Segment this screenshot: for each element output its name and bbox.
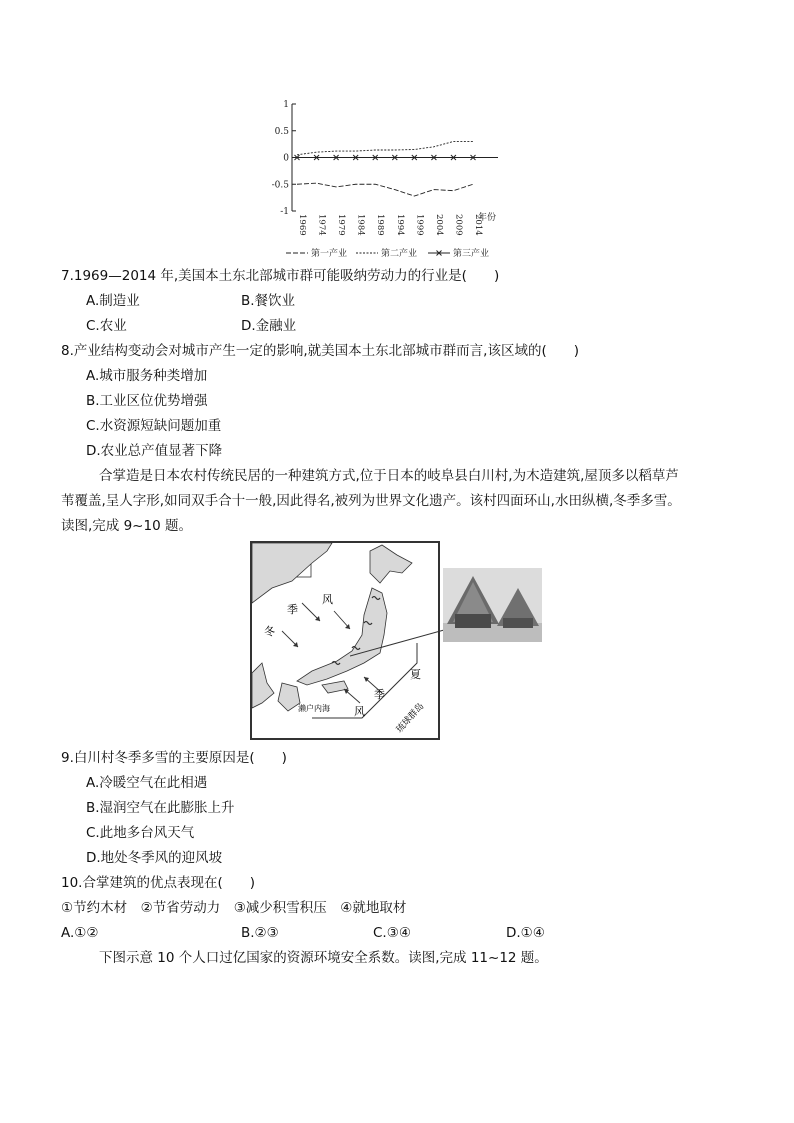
q9-stem: 9.白川村冬季多雪的主要原因是( ) bbox=[61, 750, 287, 766]
legend-label-1: 第一产业 bbox=[311, 249, 348, 259]
series-line-2 bbox=[297, 141, 473, 154]
q9-option-a[interactable]: A.冷暖空气在此相遇 bbox=[86, 775, 208, 791]
x-axis bbox=[292, 158, 498, 236]
label-winter-1: 冬 bbox=[264, 625, 275, 638]
q9-option-b[interactable]: B.湿润空气在此膨胀上升 bbox=[86, 800, 235, 816]
x-tick-label: 2014 bbox=[473, 214, 483, 236]
x-tick-label: 1984 bbox=[355, 214, 366, 236]
q10-option-a[interactable]: A.①② bbox=[61, 925, 99, 941]
chart-legend bbox=[286, 247, 489, 259]
q7-option-c[interactable]: C.农业 bbox=[86, 318, 127, 334]
x-tick-label: 1979 bbox=[336, 214, 347, 236]
label-ryukyu-islands: 琉球群岛 bbox=[394, 701, 427, 736]
x-tick-label: 1969 bbox=[297, 214, 307, 236]
q7-option-d[interactable]: D.金融业 bbox=[241, 318, 297, 334]
q8-option-c[interactable]: C.水资源短缺问题加重 bbox=[86, 418, 222, 434]
passage-line-1: 合掌造是日本农村传统民居的一种建筑方式,位于日本的岐阜县白川村,为木造建筑,屋顶多以稻草芦 bbox=[99, 468, 679, 484]
q8-stem: 8.产业结构变动会对城市产生一定的影响,就美国本土东北部城市群而言,该区域的( ) bbox=[61, 343, 579, 359]
x-tick-label: 1989 bbox=[375, 214, 386, 236]
q10-option-b[interactable]: B.②③ bbox=[241, 925, 279, 941]
q10-items: ①节约木材 ②节省劳动力 ③减少积雪积压 ④就地取材 bbox=[61, 900, 407, 916]
gassho-house-photo bbox=[443, 568, 542, 642]
passage-line-2: 苇覆盖,呈人字形,如同双手合十一般,因此得名,被列为世界文化遗产。该村四面环山,水田纵横,冬季多雪。 bbox=[61, 493, 681, 509]
label-winter-3: 风 bbox=[322, 593, 333, 606]
y-tick-label: 1 bbox=[283, 100, 289, 110]
legend-label-3: 第三产业 bbox=[453, 249, 490, 259]
q9-option-d[interactable]: D.地处冬季风的迎风坡 bbox=[86, 850, 223, 866]
q9-option-c[interactable]: C.此地多台风天气 bbox=[86, 825, 195, 841]
label-summer-3: 风 bbox=[354, 705, 365, 718]
x-tick-label: 2004 bbox=[433, 214, 444, 236]
legend-label-2: 第二产业 bbox=[381, 249, 418, 259]
q8-option-b[interactable]: B.工业区位优势增强 bbox=[86, 393, 208, 409]
q7-option-a[interactable]: A.制造业 bbox=[86, 293, 140, 309]
q7-option-b[interactable]: B.餐饮业 bbox=[241, 293, 296, 309]
y-tick-label: -1 bbox=[280, 207, 289, 217]
q8-option-a[interactable]: A.城市服务种类增加 bbox=[86, 368, 208, 384]
q7-stem: 7.1969—2014 年,美国本土东北部城市群可能吸纳劳动力的行业是( ) bbox=[61, 268, 500, 284]
passage-line-3: 读图,完成 9~10 题。 bbox=[61, 518, 192, 534]
q10-option-d[interactable]: D.①④ bbox=[506, 925, 545, 941]
label-inland-sea: 濑户内海 bbox=[298, 704, 330, 713]
y-tick-label: 0 bbox=[283, 153, 289, 164]
y-tick-label: -0.5 bbox=[271, 180, 289, 191]
x-axis-label: 年份 bbox=[478, 213, 497, 223]
x-tick-label: 1994 bbox=[394, 214, 405, 236]
map-photo-connector bbox=[350, 620, 450, 660]
industry-change-line-chart bbox=[270, 96, 510, 264]
q10-stem: 10.合掌建筑的优点表现在( ) bbox=[61, 875, 256, 891]
label-winter-2: 季 bbox=[287, 603, 298, 616]
label-summer-2: 季 bbox=[374, 688, 385, 701]
q10-option-c[interactable]: C.③④ bbox=[373, 925, 411, 941]
y-tick-label: 0.5 bbox=[274, 126, 289, 137]
chart-series bbox=[295, 141, 476, 196]
x-tick-label: 1999 bbox=[414, 214, 425, 236]
q8-option-d[interactable]: D.农业总产值显著下降 bbox=[86, 443, 223, 459]
x-tick-label: 2009 bbox=[453, 214, 464, 236]
label-summer-1: 夏 bbox=[410, 668, 421, 681]
series-line-1 bbox=[297, 183, 473, 196]
y-axis bbox=[272, 100, 296, 217]
passage-2: 下图示意 10 个人口过亿国家的资源环境安全系数。读图,完成 11~12 题。 bbox=[99, 950, 548, 966]
x-tick-label: 1974 bbox=[316, 214, 327, 236]
